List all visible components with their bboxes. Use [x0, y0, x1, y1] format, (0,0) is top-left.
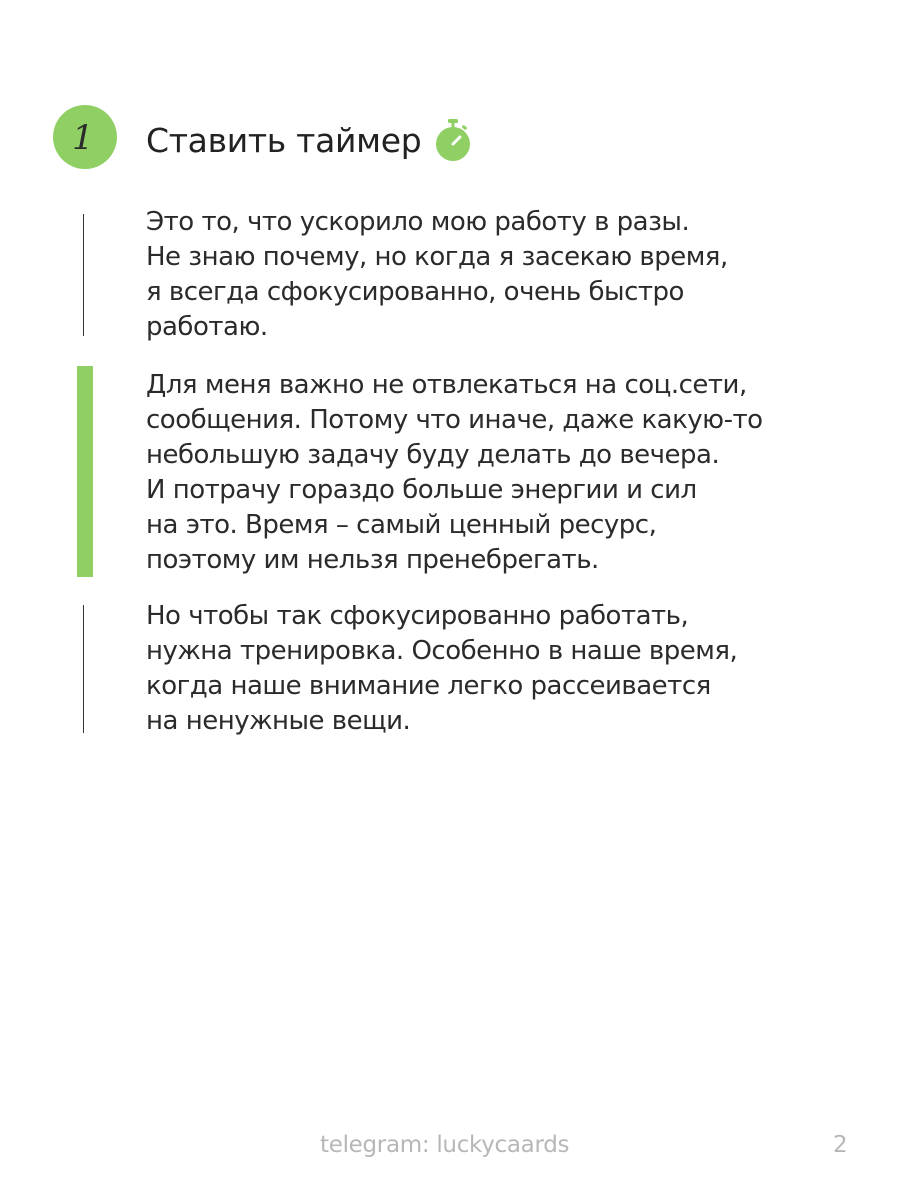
paragraph-line: сообщения. Потому что иначе, даже какую-то: [146, 405, 763, 435]
paragraph-line: Не знаю почему, но когда я засекаю время,: [146, 242, 728, 272]
paragraph-line: Для меня важно не отвлекаться на соц.сети,: [146, 370, 747, 400]
paragraph-line: я всегда сфокусированно, очень быстро: [146, 277, 684, 307]
paragraph-highlight-bar: [77, 366, 93, 577]
stopwatch-icon: [433, 115, 473, 165]
section-number-badge: [53, 105, 117, 169]
paragraph-line: Но чтобы так сфокусированно работать,: [146, 601, 689, 631]
paragraph-divider-3: [83, 605, 84, 733]
footer-telegram-handle: telegram: luckycaards: [320, 1132, 570, 1158]
paragraph-line: нужна тренировка. Особенно в наше время,: [146, 636, 738, 666]
section-number: 1: [72, 118, 94, 158]
paragraph-line: Это то, что ускорило мою работу в разы.: [146, 207, 690, 237]
section-header: [146, 112, 473, 168]
paragraph-line: поэтому им нельзя пренебрегать.: [146, 545, 599, 575]
page-number: 2: [833, 1132, 848, 1158]
paragraph-line: небольшую задачу буду делать до вечера.: [146, 440, 720, 470]
paragraph-line: И потрачу гораздо больше энергии и сил: [146, 475, 697, 505]
paragraph-line: на это. Время – самый ценный ресурс,: [146, 510, 657, 540]
paragraph-line: на ненужные вещи.: [146, 706, 411, 736]
paragraph-divider-1: [83, 214, 84, 336]
paragraph-1: [146, 205, 846, 345]
paragraph-2: [146, 368, 846, 578]
paragraph-line: когда наше внимание легко рассеивается: [146, 671, 711, 701]
section-title: Ставить таймер: [146, 120, 422, 160]
paragraph-line: работаю.: [146, 312, 268, 342]
paragraph-3: [146, 599, 846, 739]
